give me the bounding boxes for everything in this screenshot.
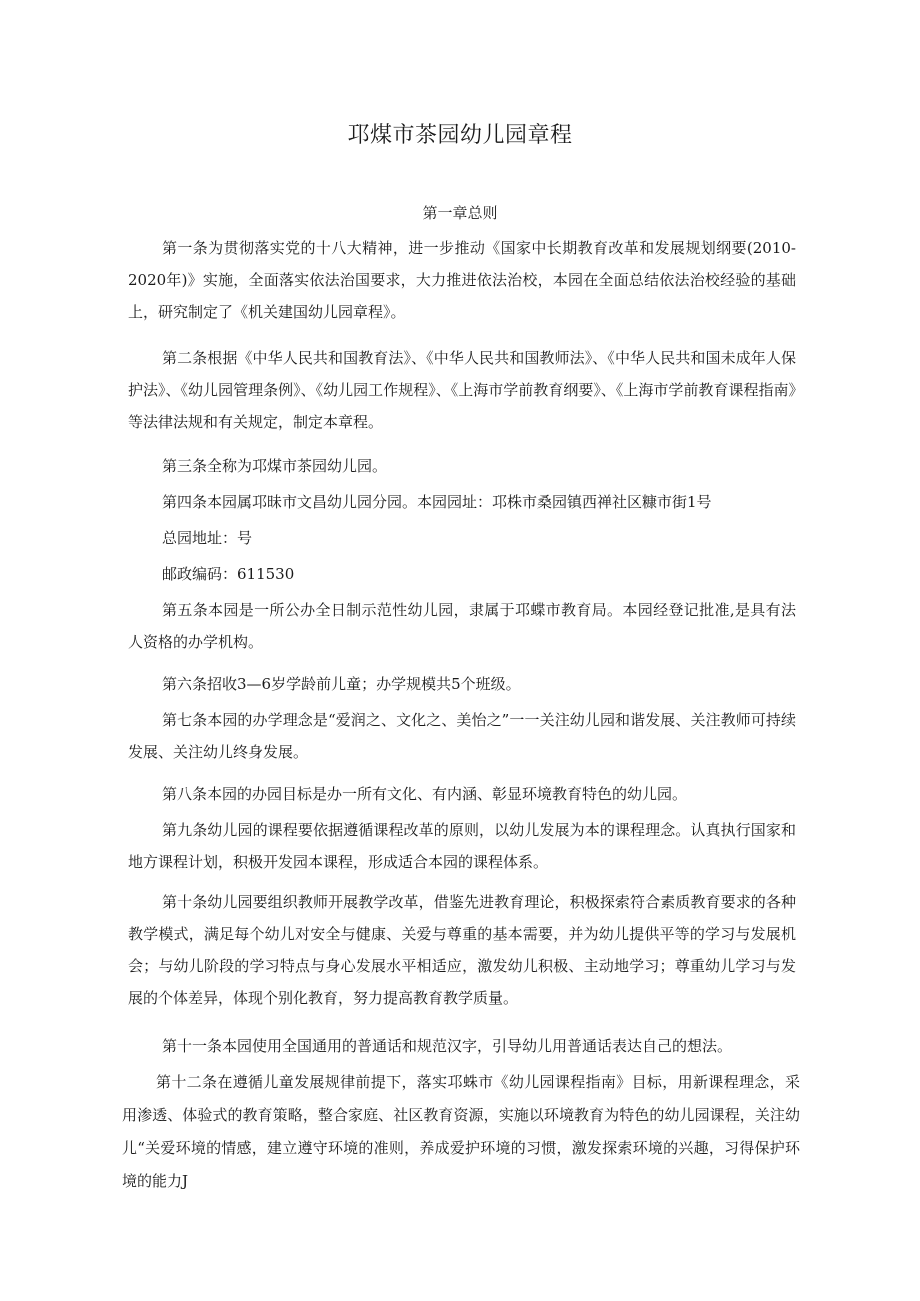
- article-1: 第一条为贯彻落实党的十八大精神，进一步推动《国家中长期教育改革和发展规划纲要(2010-2020年)》实施，全面落实依法治国要求，大力推进依法治校，本园在全面总结依法治校经验的基础上，研究制定了《机关建国幼儿园章程》。: [128, 239, 796, 321]
- article-9: 第九条幼儿园的课程要依据遵循课程改革的原则，以幼儿发展为本的课程理念。认真执行国家和地方课程计划，积极开发园本课程，形成适合本园的课程体系。: [128, 821, 796, 871]
- article-6: 第六条招收3—6岁学龄前儿童；办学规模共5个班级。: [162, 675, 521, 693]
- article-8: 第八条本园的办园目标是办一所有文化、有内涵、彰显环境教育特色的幼儿园。: [162, 785, 688, 803]
- article-2: 第二条根据《中华人民共和国教育法》、《中华人民共和国教师法》、《中华人民共和国未成年人保护法》、《幼儿园管理条例》、《幼儿园工作规程》、《上海市学前教育纲要》、《上海市学前教育课程指南》等法律法规和有关规定，制定本章程。: [128, 349, 796, 431]
- article-11: 第十一条本园使用全国通用的普通话和规范汉字，引导幼儿用普通话表达自己的想法。: [162, 1037, 733, 1055]
- article-7: 第七条本园的办学理念是“爱润之、文化之、美怡之”一一关注幼儿园和谐发展、关注教师可持续发展、关注幼儿终身发展。: [128, 711, 796, 761]
- article-5: 第五条本园是一所公办全日制示范性幼儿园，隶属于邛蝶市教育局。本园经登记批准,是具有法人资格的办学机构。: [128, 601, 796, 651]
- chapter-heading: 第一章总则: [422, 204, 498, 222]
- postal-code: 邮政编码：611530: [162, 565, 295, 583]
- article-3: 第三条全称为邛煤市茶园幼儿园。: [162, 457, 388, 475]
- article-10: 第十条幼儿园要组织教师开展教学改革，借鉴先进教育理论，积极探索符合素质教育要求的各种教学模式，满足每个幼儿对安全与健康、关爱与尊重的基本需要，并为幼儿提供平等的学习与发展机会；与幼儿阶段的学习特点与身心发展水平相适应，激发幼儿积极、主动地学习；尊重幼儿学习与发展的个体差异，体现个别化教育，努力提高教育教学质量。: [128, 893, 796, 1007]
- article-12: 第十二条在遵循儿童发展规律前提下，落实邛蛛市《幼儿园课程指南》目标，用新课程理念，采用渗透、体验式的教育策略，整合家庭、社区教育资源，实施以环境教育为特色的幼儿园课程，关注幼儿“关爱环境的情感，建立遵守环境的准则，养成爱护环境的习惯，激发探索环境的兴趣，习得保护环境的能力J: [122, 1073, 800, 1190]
- document-title: 邛煤市茶园幼儿园章程: [347, 123, 573, 148]
- main-campus-address: 总园地址：号: [162, 529, 253, 547]
- article-4: 第四条本园属邛昧市文昌幼儿园分园。本园园址：邛株市桑园镇西禅社区糠市街1号: [162, 493, 712, 511]
